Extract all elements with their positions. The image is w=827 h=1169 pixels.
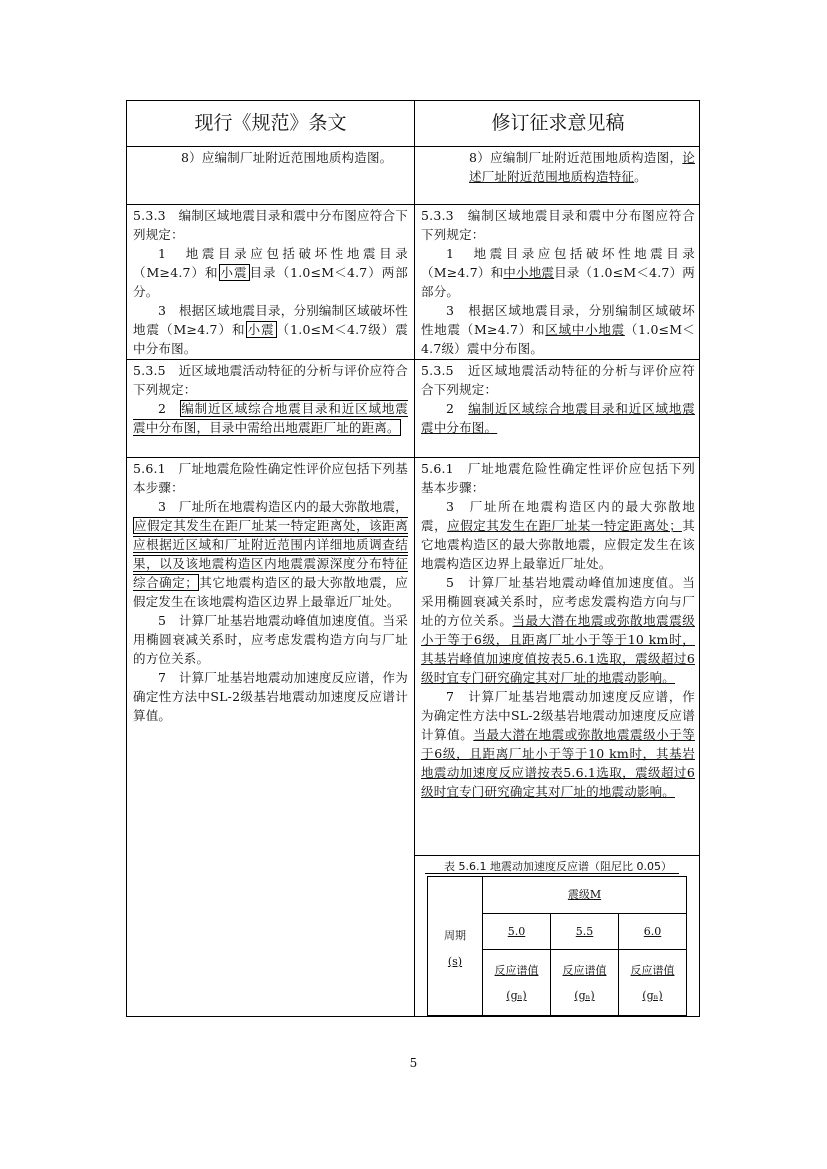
- row2-right-p1a: 1 地震目录应包括破坏性地震目录（M≥4.7）和: [421, 246, 695, 280]
- subtable-mag-cell: [618, 913, 687, 950]
- subtable-magnitude-label: 震级M: [567, 888, 602, 901]
- row4-right-head: 5.6.1 厂址地震危险性确定性评价应包括下列基本步骤：: [421, 461, 695, 495]
- row4-left-head: 5.6.1 厂址地震危险性确定性评价应包括下列基本步骤：: [133, 461, 408, 495]
- row2-right-p3: [421, 301, 695, 358]
- row4-right-p3-underlined: 应假定其发生在距厂址某一特定距离处；: [447, 518, 682, 533]
- header-left: 现行《规范》条文: [194, 112, 347, 134]
- row2-left-p1b: 目录（1.0≤M＜4.7）两部分。: [133, 265, 408, 299]
- row2-left-p3b: （1.0≤M＜4.7级）震中分布图。: [133, 322, 409, 356]
- row4-right-p5: [421, 573, 695, 687]
- subtable-spectrum-label: 反应谱值: [562, 964, 607, 977]
- row2-left-head: 5.3.3 编制区域地震目录和震中分布图应符合下列规定：: [133, 208, 408, 242]
- row1-right: [415, 148, 701, 186]
- row3-left-p2-boxed: 编制近区域综合地震目录和近区域地震震中分布图，目录中需给出地震距厂址的距离。: [133, 401, 408, 435]
- subtable-mag-value: 5.5: [575, 925, 594, 938]
- subtable-spectrum-label: 反应谱值: [630, 964, 675, 977]
- subtable-mag-cell: [550, 913, 619, 950]
- row2-right: [415, 206, 701, 358]
- row1-left-text: 8）应编制厂址附近范围地质构造图。: [181, 150, 393, 165]
- row2-left-p1-boxed: 小震: [220, 265, 248, 280]
- subtable-spectrum-unit: (gₙ): [574, 989, 595, 1002]
- row3-right-p2-num: 2: [446, 401, 469, 416]
- row2-left-p3a: 3 根据区域地震目录，分别编制区域破坏性地震（M≥4.7）和: [133, 303, 408, 337]
- row3-left: [127, 361, 414, 437]
- row4-left-p3: [133, 497, 408, 611]
- row4-left: [127, 459, 414, 725]
- row2-right-head: 5.3.3 编制区域地震目录和震中分布图应符合下列规定：: [421, 208, 695, 242]
- row2-right-p1-underlined: 中小地震: [503, 265, 555, 280]
- row4-right-p3b: 其它地震构造区的最大弥散地震，应假定发生在该地震构造区边界上最靠近厂址处。: [421, 518, 696, 571]
- subtable-title: 表 5.6.1 地震动加速度反应谱（阻尼比 0.05）: [444, 860, 672, 873]
- subtable-mag-value: 6.0: [643, 925, 662, 938]
- row4-left-p3-boxed: 应假定其发生在距厂址某一特定距离处，该距离应根据近区域和厂址附近范围内详细地质调查结果，以及该地震构造区内地震震源深度分布特征综合确定；: [133, 518, 408, 590]
- row-divider: [127, 146, 699, 147]
- subtable-spectrum-unit: (gₙ): [506, 989, 527, 1002]
- subtable-period-cell: [427, 876, 483, 1016]
- row4-right-p7-underlined: 当最大潜在地震或弥散地震震级小于等于6级，且距离厂址小于等于10 km时，其基岩地震动加速度反应谱按表5.6.1选取，震级超过6级时宜专门研究确定其对厂址的地震动影响。: [421, 727, 695, 799]
- subtable-period-label: 周期: [444, 929, 466, 942]
- row-divider: [127, 457, 699, 458]
- row4-right-p7a: 7 计算厂址基岩地震动加速度反应谱，作为确定性方法中SL-2级基岩地震动加速度反应谱计算值。: [421, 689, 695, 742]
- row1-right-text: [421, 148, 695, 186]
- row3-left-p2-num: 2: [158, 401, 181, 416]
- row2-left: [127, 206, 414, 358]
- row-divider: [127, 204, 699, 205]
- row3-right: [415, 361, 701, 437]
- row2-right-p1: [421, 244, 695, 301]
- subtable-spectrum-cell: [482, 949, 551, 1016]
- row3-left-p2: [133, 399, 408, 437]
- subtable-spectrum-cell: [618, 949, 687, 1016]
- row1-right-c: 。: [634, 169, 647, 184]
- subtable-divider: [415, 855, 699, 856]
- row2-right-p3b: （1.0≤M＜4.7级）震中分布图。: [421, 322, 695, 356]
- row3-right-p2: [421, 399, 695, 437]
- row-divider: [127, 359, 699, 360]
- subtable-title-rule: [425, 873, 679, 874]
- row2-left-p1: [133, 244, 408, 301]
- header-right: 修订征求意见稿: [491, 112, 625, 134]
- row4-right-p7: [421, 687, 695, 801]
- subtable-mag-value: 5.0: [507, 925, 526, 938]
- subtable-mag-cell: [482, 913, 551, 950]
- row1-right-a: 8）应编制厂址附近范围地质构造图，: [469, 150, 683, 165]
- subtable-spectrum-cell: [550, 949, 619, 1016]
- row2-right-p3a: 3 根据区域地震目录，分别编制区域破坏性地震（M≥4.7）和: [421, 303, 695, 337]
- subtable-magnitude-header: [482, 876, 687, 914]
- row1-left: [127, 148, 414, 167]
- row3-right-p2-underlined: 编制近区域综合地震目录和近区域地震震中分布图。: [421, 401, 695, 435]
- row3-right-head: 5.3.5 近区域地震活动特征的分析与评价应符合下列规定：: [421, 363, 695, 397]
- row4-left-p3b: 其它地震构造区的最大弥散地震，应假定发生在该地震构造区边界上最靠近厂址处。: [133, 575, 408, 609]
- row4-right: [415, 459, 701, 801]
- row4-left-p5: 5 计算厂址基岩地震动峰值加速度值。当采用椭圆衰减关系时，应考虑发震构造方向与厂址的方位关系。: [133, 613, 408, 666]
- page-number: 5: [409, 1056, 418, 1070]
- row2-left-p3: [133, 301, 408, 358]
- subtable-spectrum-unit: (gₙ): [642, 989, 663, 1002]
- row2-right-p1b: 目录（1.0≤M＜4.7）两部分。: [421, 265, 695, 299]
- row3-left-head: 5.3.5 近区域地震活动特征的分析与评价应符合下列规定：: [133, 363, 408, 397]
- subtable-period-unit: (s): [447, 955, 463, 968]
- row4-right-p5-underlined: 当最大潜在地震或弥散地震震级小于等于6级，且距离厂址小于等于10 km时，其基岩峰值加速度值按表5.6.1选取，震级超过6级时宜专门研究确定其对厂址的地震动影响。: [421, 613, 695, 685]
- row4-right-p3a: 3 厂址所在地震构造区内的最大弥散地震，: [421, 499, 695, 533]
- row1-right-underlined: 论述厂址附近范围地质构造特征: [469, 150, 695, 184]
- row4-left-p7: 7 计算厂址基岩地震动加速度反应谱，作为确定性方法中SL-2级基岩地震动加速度反应谱计算值。: [133, 670, 408, 723]
- row2-right-p3-underlined: 区域中小地震: [545, 322, 625, 337]
- row4-right-p5a: 5 计算厂址基岩地震动峰值加速度值。当采用椭圆衰减关系时，应考虑发震构造方向与厂址的方位关系。: [421, 575, 695, 628]
- subtable-spectrum-label: 反应谱值: [494, 964, 539, 977]
- row4-right-p3: [421, 497, 695, 573]
- row4-left-p3a: 3 厂址所在地震构造区内的最大弥散地震，: [158, 499, 408, 514]
- comparison-table: [126, 100, 700, 1017]
- row2-left-p1a: 1 地震目录应包括破坏性地震目录（M≥4.7）和: [133, 246, 408, 280]
- row2-left-p3-boxed: 小震: [247, 322, 275, 337]
